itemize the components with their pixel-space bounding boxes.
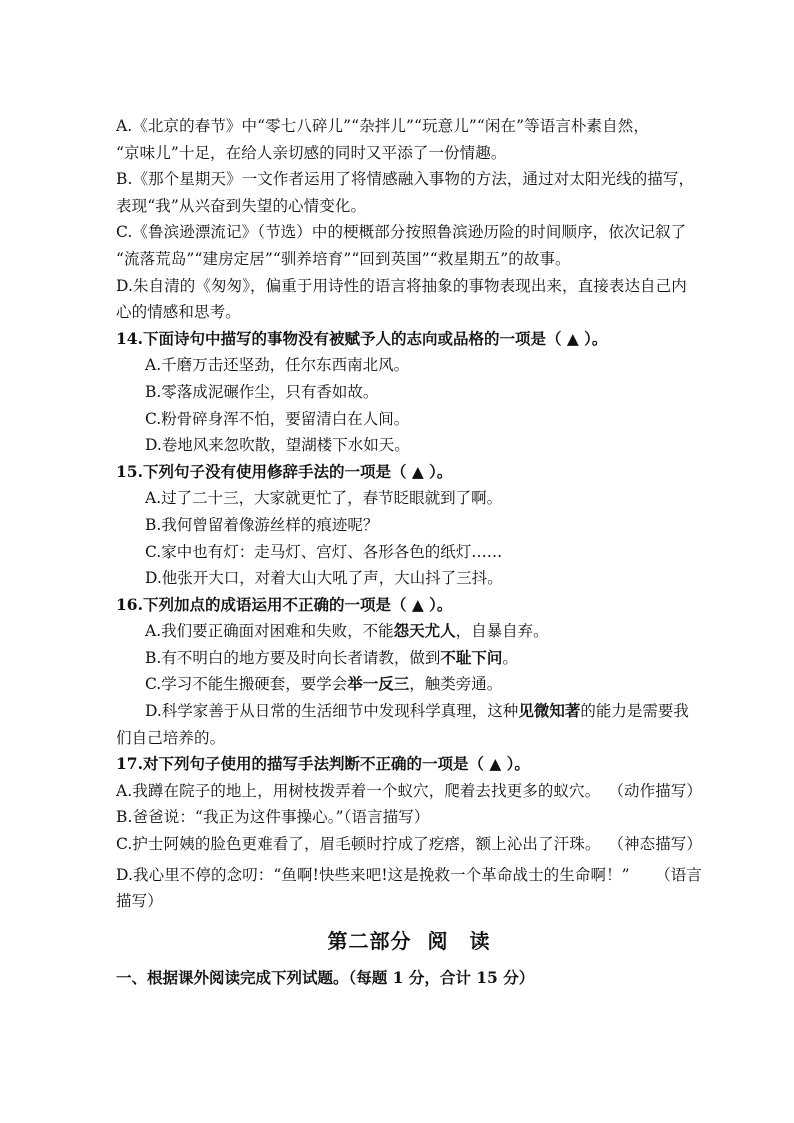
q16-d-idiom: 见微知著 [518, 701, 581, 721]
q15-option-b: B.我何曾留着像游丝样的痕迹呢？ [145, 515, 379, 534]
q17-option-d [116, 862, 702, 889]
q13-option-a-line1: A.《北京的春节》中“零七八碎儿”“杂拌儿”“玩意儿”“闲在”等语言朴素自然， [116, 117, 649, 135]
section-title-left: 第二部分 [327, 928, 412, 953]
q13-option-b-line2: 表现“我”从兴奋到失望的心情变化。 [116, 196, 367, 215]
q16-b-pre: B.有不明白的地方要及时向长者请教，做到 [145, 648, 441, 667]
q13-option-d-line2: 心的情感和思考。 [116, 303, 241, 322]
q17-d-tag: （语言 [655, 865, 702, 884]
q17-c-text: C.护士阿姨的脸色更难看了，眉毛顿时拧成了疙瘩，额上沁出了汗珠。 [116, 835, 601, 854]
q14-option-b: B.零落成泥碾作尘，只有香如故。 [145, 382, 379, 401]
q15-option-c: C.家中也有灯：走马灯、宫灯、各形各色的纸灯…… [145, 542, 503, 561]
q16-stem: 16.下列加点的成语运用不正确的一项是（ ▲ ）。 [116, 594, 453, 614]
q13-option-b-line1: B.《那个星期天》一文作者运用了将情感融入事物的方法，通过对太阳光线的描写， [116, 170, 695, 189]
q16-option-d-line2: 们自己培养的。 [116, 728, 226, 747]
q17-d-text: D.我心里不停的念叨：“鱼啊!快些来吧!这是挽救一个革命战士的生命啊！” [116, 865, 630, 884]
q16-d-pre: D.科学家善于从日常的生活细节中发现科学真理，这种 [145, 702, 519, 721]
q13-option-a-line2: “京味儿”十足，在给人亲切感的同时又平添了一份情趣。 [116, 143, 507, 162]
q17-c-tag: （神态描写） [608, 835, 702, 854]
question-17 [116, 751, 702, 915]
question-14 [116, 326, 702, 459]
question-16 [116, 592, 702, 752]
q16-a-idiom: 怨天尤人 [393, 621, 456, 641]
q16-option-d [116, 698, 702, 725]
q13-options [116, 113, 702, 326]
q16-a-post: ，自暴自弃。 [455, 622, 549, 641]
q17-option-b: B.爸爸说：“我正为这件事操心。”（语言描写） [116, 808, 430, 827]
q13-option-d-line1: D.朱自清的《匆匆》，偏重于用诗性的语言将抽象的事物表现出来，直接表达自己内 [116, 276, 687, 295]
q16-c-post: ，触类旁通。 [409, 675, 503, 694]
q16-option-a [116, 618, 702, 645]
q16-option-c [116, 671, 702, 698]
q14-stem: 14.下面诗句中描写的事物没有被赋予人的志向或品格的一项是（ ▲ ）。 [116, 328, 608, 348]
q13-option-c-line2: “流落荒岛”“建房定居”“驯养培育”“回到英国”“救星期五”的故事。 [116, 249, 571, 268]
q14-option-a: A.千磨万击还坚劲，任尔东西南北风。 [145, 356, 410, 375]
q14-option-c: C.粉骨碎身浑不怕，要留清白在人间。 [145, 409, 410, 428]
q17-option-c [116, 831, 702, 858]
q14-option-d: D.卷地风来忽吹散，望湖楼下水如天。 [145, 436, 410, 455]
section-title [116, 927, 702, 955]
q17-a-tag: （动作描写） [608, 781, 702, 800]
q17-option-d-line2: 描写） [116, 892, 163, 911]
q17-a-text: A.我蹲在院子的地上，用树枝拨弄着一个蚁穴，爬着去找更多的蚁穴。 [116, 781, 601, 800]
q16-option-b [116, 645, 702, 672]
q17-option-a [116, 778, 702, 805]
q16-d-post: 的能力是需要我 [580, 702, 689, 721]
q16-b-idiom: 不耻下问 [440, 647, 503, 667]
part1-heading: 一、根据课外阅读完成下列试题。（每题 1 分，合计 15 分） [116, 967, 535, 987]
q13-option-c-line1: C.《鲁滨逊漂流记》（节选）中的梗概部分按照鲁滨逊历险的时间顺序，依次记叙了 [116, 223, 687, 242]
section-title-right: 阅 读 [427, 928, 491, 953]
q15-option-a: A.过了二十三，大家就更忙了，春节眨眼就到了啊。 [145, 489, 503, 508]
q16-c-pre: C.学习不能生搬硬套，要学会 [145, 675, 348, 694]
q16-c-idiom: 举一反三 [347, 674, 410, 694]
q17-stem: 17.对下列句子使用的描写手法判断不正确的一项是（ ▲ ）。 [116, 754, 530, 774]
q15-option-d: D.他张开大口，对着大山大吼了声，大山抖了三抖。 [145, 569, 503, 588]
q16-a-pre: A.我们要正确面对困难和失败，不能 [145, 622, 394, 641]
question-15 [116, 459, 702, 592]
q15-stem: 15.下列句子没有使用修辞手法的一项是（ ▲ ）。 [116, 461, 453, 481]
q16-b-post: 。 [502, 648, 518, 667]
